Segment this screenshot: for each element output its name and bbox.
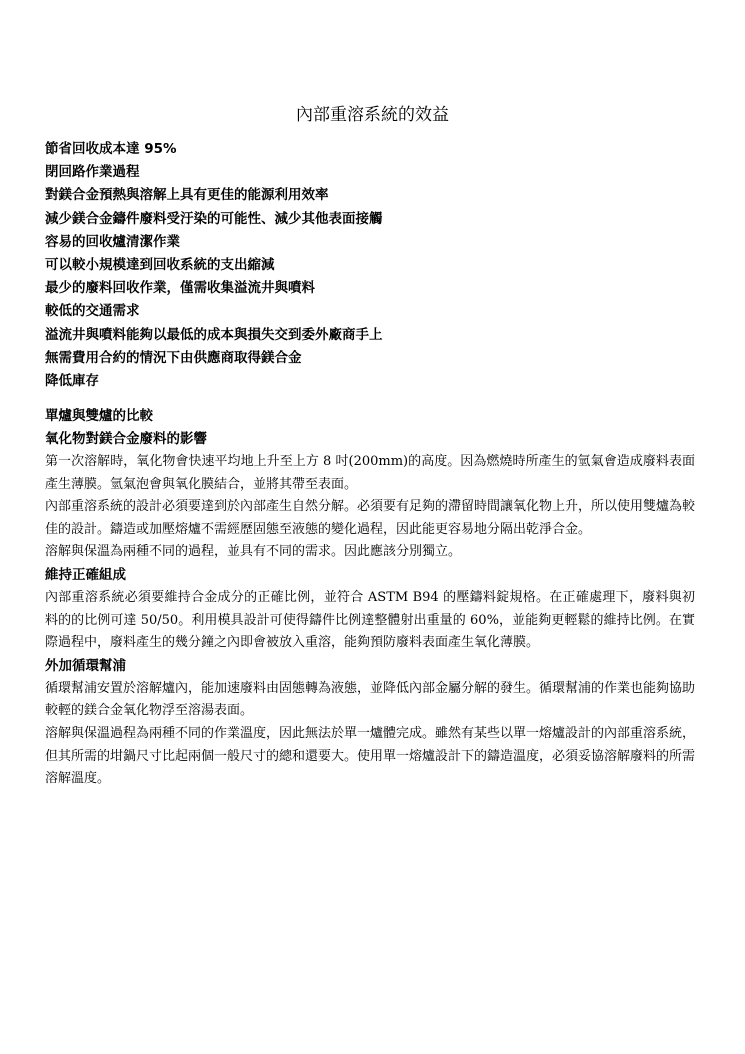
benefits-list: [45, 138, 705, 393]
benefit-item: 降低庫存: [45, 373, 99, 390]
paragraph: 溶解與保溫過程為兩種不同的作業溫度，因此無法於單一爐體完成。雖然有某些以單一熔爐設計的內部重溶系統，但其所需的坩鍋尺寸比起兩個一般尺寸的總和還要大。使用單一熔爐設計下的鑄造溫度，必須妥協溶解廢料的所需溶解溫度。: [45, 725, 696, 787]
benefit-item: 容易的回收爐清潔作業: [45, 233, 180, 250]
paragraph: 溶解與保溫為兩種不同的過程，並具有不同的需求。因此應該分別獨立。: [45, 544, 462, 560]
paragraph: 第一次溶解時，氧化物會快速平均地上升至上方 8 吋(200mm)的高度。因為燃燒時所產生的氫氣會造成廢料表面產生薄膜。氫氣泡會與氧化膜結合，並將其帶至表面。: [45, 454, 695, 492]
section-heading: 單爐與雙爐的比較: [45, 408, 153, 424]
benefit-item: 較低的交通需求: [45, 303, 140, 320]
benefit-item: 節省回收成本達 95%: [45, 141, 177, 157]
subsection-heading-composition: 維持正確組成: [45, 566, 126, 583]
benefit-item: 溢流井與噴料能夠以最低的成本與損失交到委外廠商手上: [45, 326, 383, 343]
benefit-item: 對鎂合金預熱與溶解上具有更佳的能源利用效率: [45, 187, 329, 204]
paragraph: 內部重溶系統的設計必須要達到於內部產生自然分解。必須要有足夠的滯留時間讓氧化物上升，所以使用雙爐為較佳的設計。鑄造或加壓熔爐不需經歷固態至液態的變化過程，因此能更容易地分隔出乾淨合金。: [45, 499, 696, 537]
benefit-item: 最少的廢料回收作業，僅需收集溢流井與噴料: [45, 280, 315, 297]
subsection-heading-pump: 外加循環幫浦: [45, 657, 126, 674]
page-title: 內部重溶系統的效益: [296, 105, 449, 125]
benefit-item: 無需費用合約的情況下由供應商取得鎂合金: [45, 349, 302, 366]
subsection-heading-oxides: 氧化物對鎂合金廢料的影響: [45, 431, 207, 447]
benefit-item: 減少鎂合金鑄件廢料受汙染的可能性、減少其他表面接觸: [45, 210, 383, 227]
benefit-item: 閉回路作業過程: [45, 164, 140, 181]
paragraph: 內部重溶系統必須要維持合金成分的正確比例，並符合 ASTM B94 的壓鑄料錠規格。在正確處理下，廢料與初料的的比例可達 50/50。利用模具設計可使得鑄件比例達整體射出重量的 60%，並能夠更輕鬆的維持比例。在實際過程中，廢料產生的幾分鐘之內即會被放入重溶，能夠預防廢料表面產生氧化薄膜。: [45, 589, 695, 651]
paragraph: 循環幫浦安置於溶解爐內，能加速廢料由固態轉為液態，並降低內部金屬分解的發生。循環幫浦的作業也能夠協助較輕的鎂合金氧化物浮至溶湯表面。: [45, 680, 696, 719]
benefit-item: 可以較小規模達到回收系統的支出縮減: [45, 257, 275, 274]
comparison-section: [45, 405, 695, 791]
